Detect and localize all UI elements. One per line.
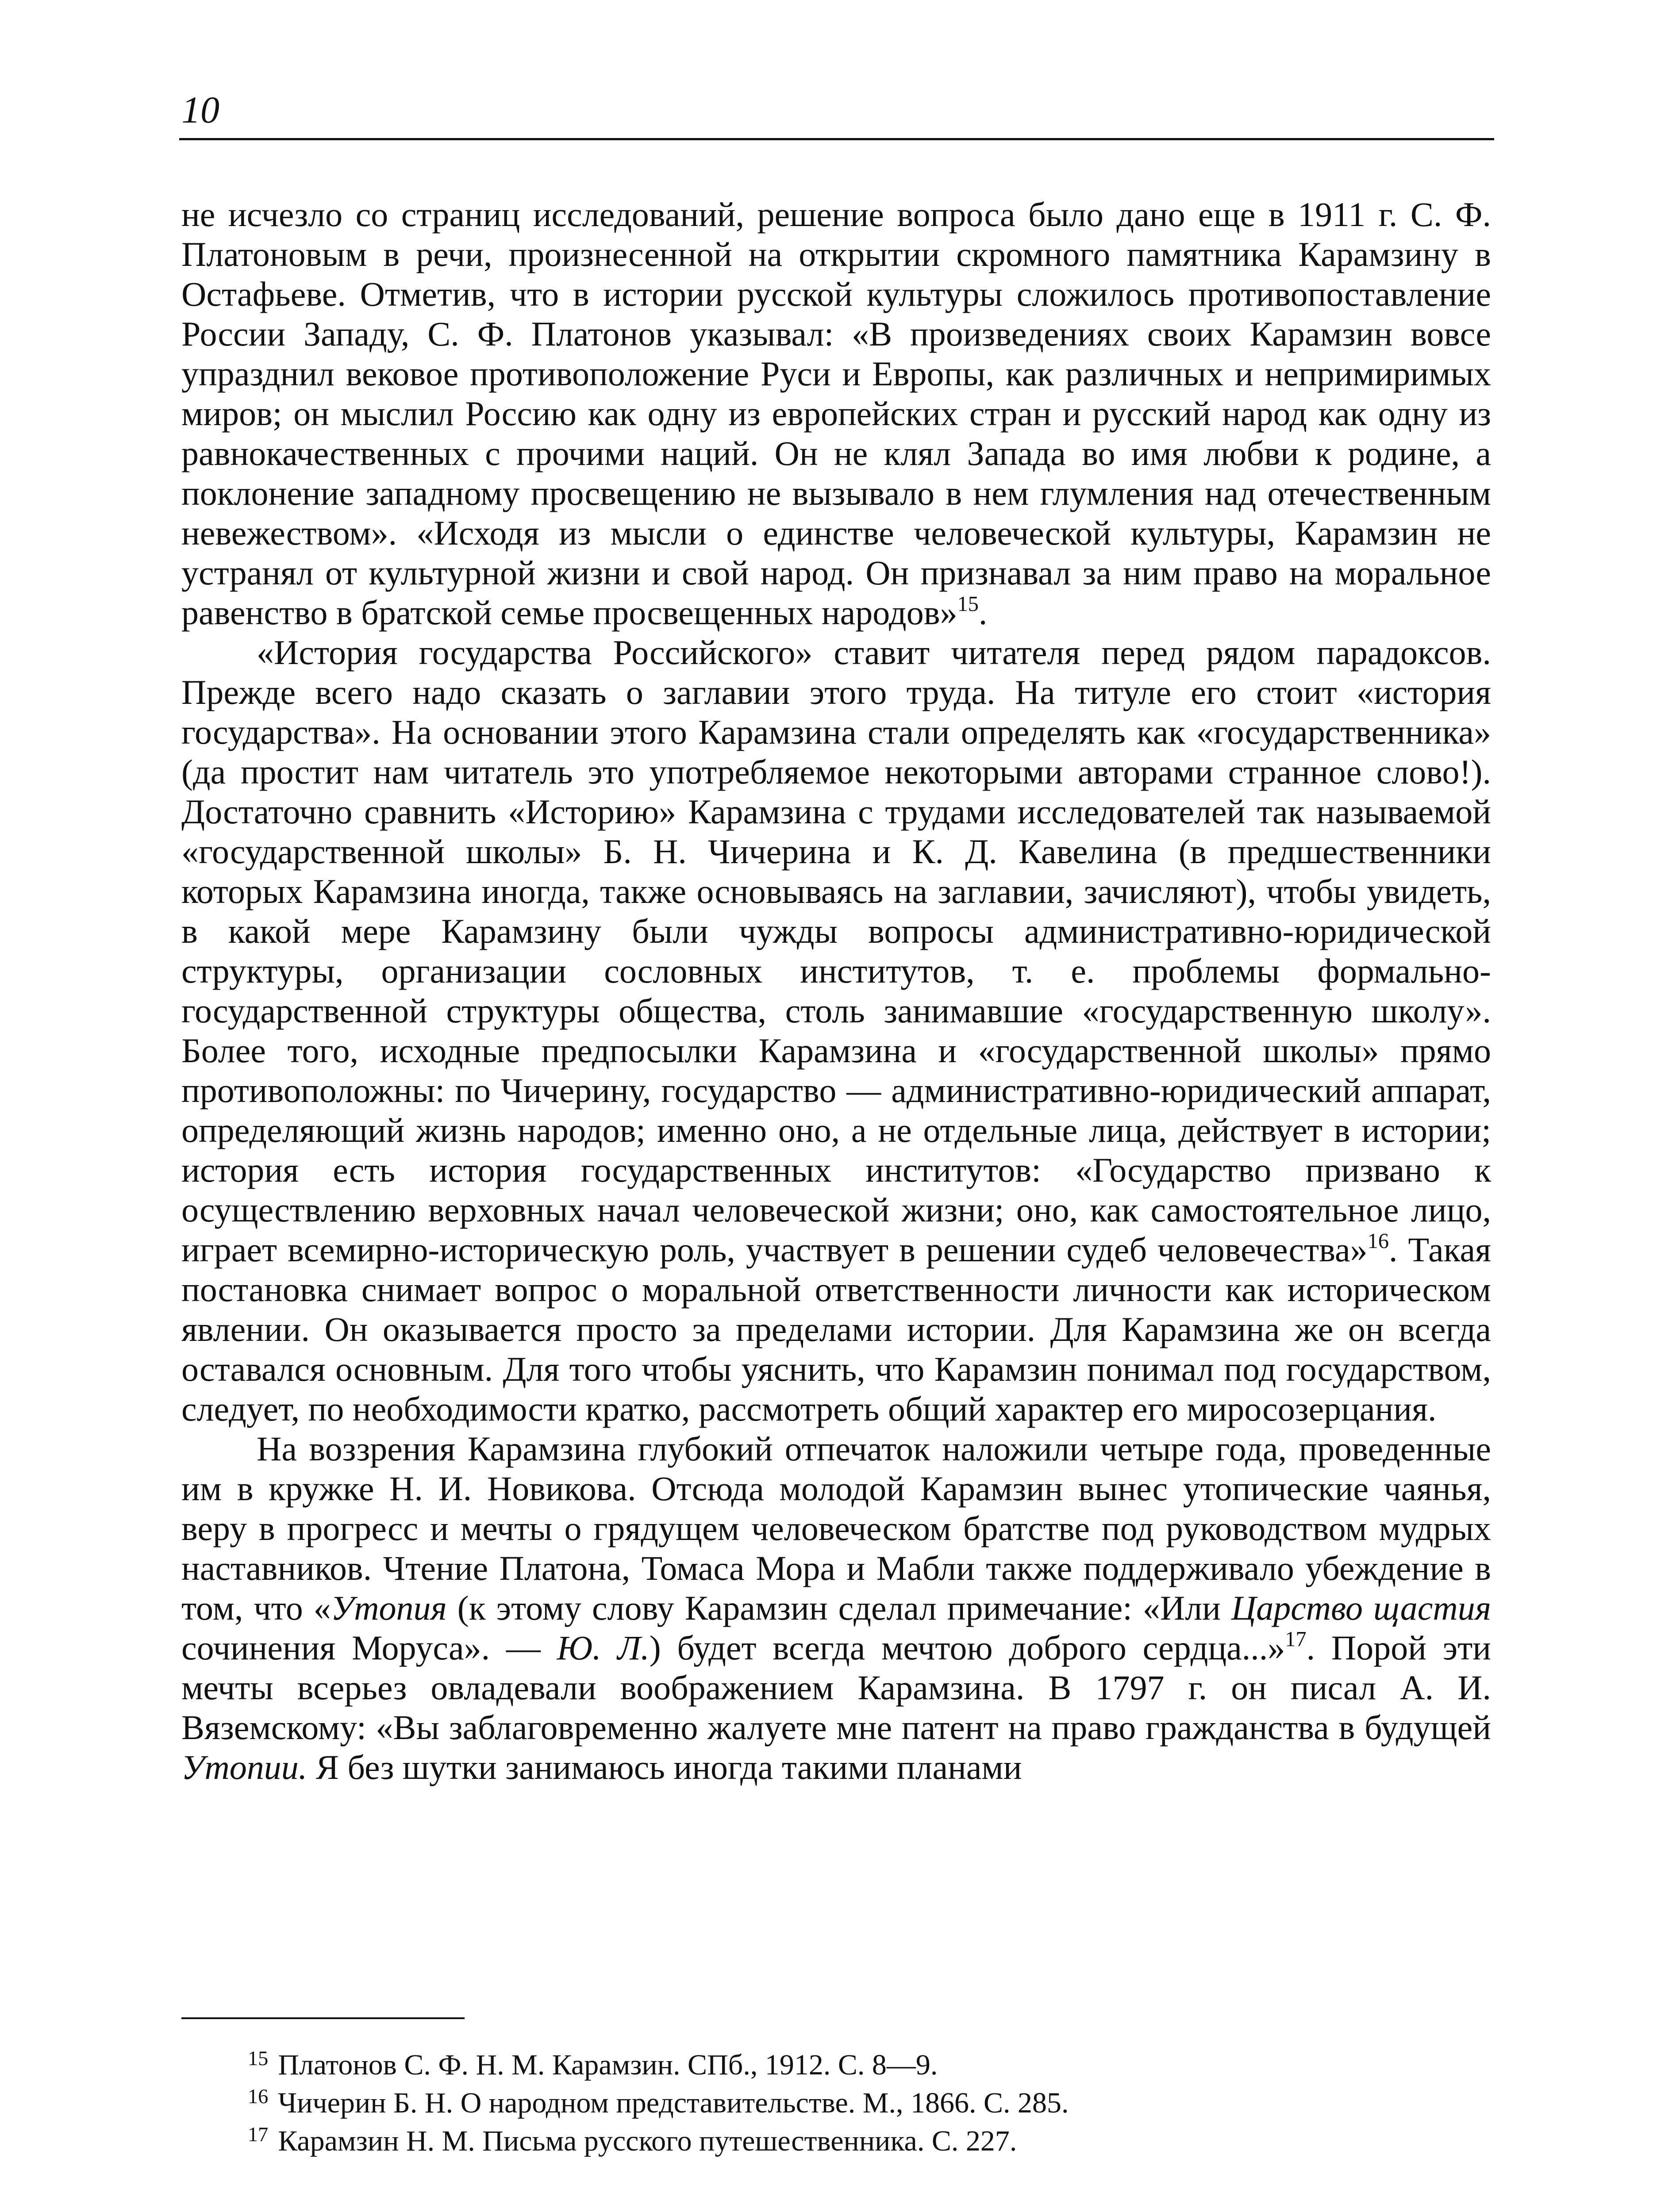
footnote-text: Чичерин Б. Н. О народном представительстве. М., 1866. С. 285. (278, 2087, 1069, 2119)
footnote-mark: 16 (248, 2085, 269, 2108)
footnote-ref-16: 16 (1367, 1229, 1389, 1253)
paragraph-1 (181, 195, 1491, 633)
text-segment: На воззрения Карамзина глубокий отпечаток наложили четыре года, проведенные им в кружке Н. И. Новикова. Отсюда молодой Карамзин вынес утопические чаянья, веру в прогресс и мечты о грядущем человеческом братстве под руководством мудрых наставников. Чтение Платона, Томаса Мора и Мабли также поддерживало убеждение в том, что « (181, 1429, 1491, 1627)
footnote-mark: 15 (248, 2047, 269, 2070)
text-segment: . (978, 593, 988, 632)
italic-editor-initials: Ю. Л. (557, 1628, 650, 1667)
text-segment: . Такая постановка снимает вопрос о моральной ответственности личности как историческом явлении. Он оказывается просто за пределами истории. Для Карамзина же он всегда оставался основным. Для того чтобы уяснить, что Карамзин понимал под государством, следует, по необходимости кратко, рассмотреть общий характер его миросозерцания. (181, 1230, 1491, 1428)
footnote-ref-15: 15 (957, 592, 979, 616)
text-segment: ) будет всегда мечтою доброго сердца...» (649, 1628, 1285, 1667)
text-segment: . Порой эти мечты всерьез овладевали воображением Карамзина. В 1797 г. он писал А. И. Вяземскому: «Вы заблаговременно жалуете мне патент на право гражданства в будущей (181, 1628, 1491, 1747)
footnote-15 (248, 2046, 1491, 2084)
header-rule (179, 138, 1494, 140)
text-segment: не исчезло со страниц исследований, решение вопроса было дано еще в 1911 г. С. Ф. Платоновым в речи, произнесенной на открытии скромного памятника Карамзину в Остафьеве. Отметив, что в истории русской культуры сложилось противопоставление России Западу, С. Ф. Платонов указывал: «В произведениях своих Карамзин вовсе упразднил вековое противоположение Руси и Европы, как различных и непримиримых миров; он мыслил Россию как одну из европейских стран и русский народ как одну из равнокачественных с прочими наций. Он не клял Запада во имя любви к родине, а поклонение западному просвещению не вызывало в нем глумления над отечественным невежеством». «Исходя из мысли о единстве человеческой культуры, Карамзин не устранял от культурной жизни и свой народ. Он признавал за ним право на моральное равенство в братской семье просвещенных народов» (181, 195, 1491, 632)
footnote-text: Платонов С. Ф. Н. М. Карамзин. СПб., 1912. С. 8—9. (278, 2049, 938, 2081)
footnote-16 (248, 2084, 1491, 2122)
footnote-text: Карамзин Н. М. Письма русского путешественника. С. 227. (278, 2125, 1017, 2157)
page-number: 10 (181, 88, 219, 131)
text-segment: Я без шутки занимаюсь иногда такими планами (307, 1748, 1022, 1786)
italic-term-utopia: Утопия (331, 1589, 447, 1627)
body-text (181, 195, 1491, 1787)
footnotes (248, 2046, 1491, 2160)
footnote-17 (248, 2122, 1491, 2160)
paragraph-2 (181, 633, 1491, 1429)
footnote-mark: 17 (248, 2123, 269, 2146)
footnote-rule (181, 2017, 465, 2019)
text-segment: сочинения Моруса». — (181, 1628, 557, 1667)
footnote-ref-17: 17 (1285, 1628, 1307, 1651)
text-segment: «История государства Российского» ставит читателя перед рядом парадоксов. Прежде всего надо сказать о заглавии этого труда. На титуле его стоит «история государства». На основании этого Карамзина стали определять как «государственника» (да простит нам читатель это употребляемое некоторыми авторами странное слово!). Достаточно сравнить «Историю» Карамзина с трудами исследователей так называемой «государственной школы» Б. Н. Чичерина и К. Д. Кавелина (в предшественники которых Карамзина иногда, также основываясь на заглавии, зачисляют), чтобы увидеть, в какой мере Карамзину были чужды вопросы административно-юридической структуры, организации сословных институтов, т. е. проблемы формально-государственной структуры общества, столь занимавшие «государственную школу». Более того, исходные предпосылки Карамзина и «государственной школы» прямо противоположны: по Чичерину, государство — административно-юридический аппарат, определяющий жизнь народов; именно оно, а не отдельные лица, действует в истории; история есть история государственных институтов: «Государство призвано к осуществлению верховных начал человеческой жизни; оно, как самостоятельное лицо, играет всемирно-историческую роль, участвует в решении судеб человечества» (181, 633, 1491, 1269)
italic-term-kingdom: Царство щастия (1231, 1589, 1491, 1627)
paragraph-3 (181, 1429, 1491, 1787)
italic-term-utopii: Утопии. (181, 1748, 308, 1786)
text-segment: (к этому слову Карамзин сделал примечание: «Или (446, 1589, 1231, 1627)
